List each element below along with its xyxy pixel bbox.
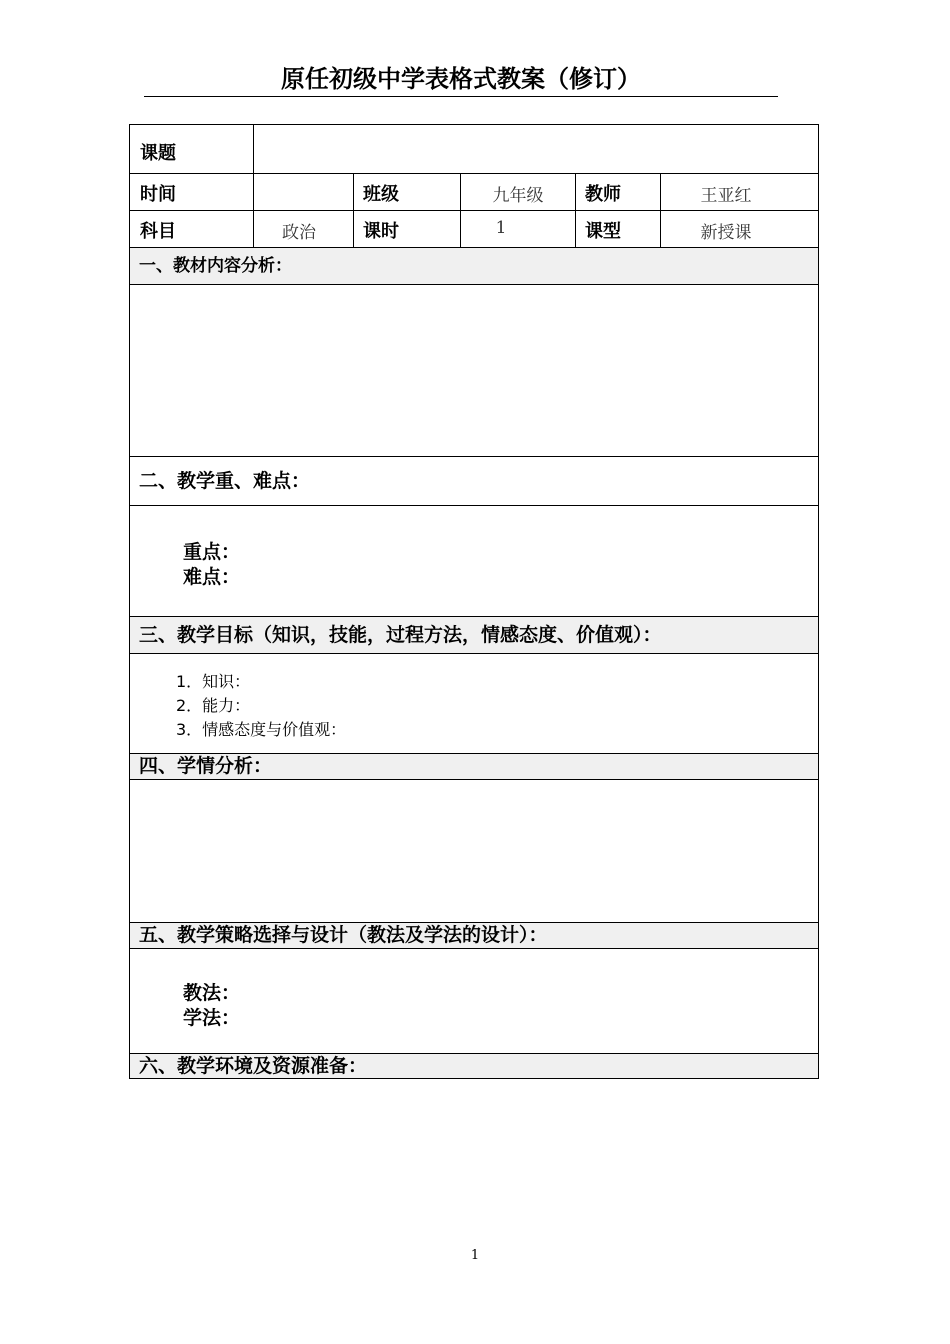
lesson-plan-table xyxy=(129,124,819,1079)
key-point-label: 重点： xyxy=(183,541,241,563)
objective-ability: 2．能力： xyxy=(176,696,251,715)
objective-attitude: 3．情感态度与价值观： xyxy=(176,720,347,739)
time-label: 时间 xyxy=(140,184,176,205)
teacher-value[interactable]: 王亚红 xyxy=(700,186,752,206)
teacher-label: 教师 xyxy=(585,184,621,205)
period-value[interactable]: 1 xyxy=(495,218,507,238)
section-teaching-strategy: 五、教学策略选择与设计（教法及学法的设计）： xyxy=(130,923,818,948)
objective-knowledge: 1．知识： xyxy=(176,672,251,691)
document-title: 原任初级中学表格式教案（修订） xyxy=(144,62,778,97)
subject-value[interactable]: 政治 xyxy=(282,223,316,243)
student-analysis-content[interactable] xyxy=(130,780,818,922)
period-label: 课时 xyxy=(363,221,399,242)
section-key-points-header: 二、教学重、难点： xyxy=(130,457,818,505)
teaching-method-label: 教法： xyxy=(183,982,241,1004)
type-value[interactable]: 新授课 xyxy=(700,223,752,243)
section-resources: 六、教学环境及资源准备： xyxy=(130,1054,818,1078)
section-material-analysis: 一、教材内容分析： xyxy=(130,248,818,284)
section-student-analysis: 四、学情分析： xyxy=(130,754,818,779)
type-label: 课型 xyxy=(585,221,621,242)
difficult-point-label: 难点： xyxy=(183,566,241,588)
material-analysis-content[interactable] xyxy=(130,285,818,456)
topic-value[interactable] xyxy=(254,139,818,163)
page-number: 1 xyxy=(470,1248,480,1263)
subject-label: 科目 xyxy=(140,221,176,242)
learning-method-label: 学法： xyxy=(183,1007,241,1029)
topic-label: 课题 xyxy=(140,143,176,164)
class-label: 班级 xyxy=(363,184,399,205)
section-teaching-objectives: 三、教学目标（知识，技能，过程方法，情感态度、价值观）： xyxy=(130,617,818,653)
class-value[interactable]: 九年级 xyxy=(492,186,544,206)
